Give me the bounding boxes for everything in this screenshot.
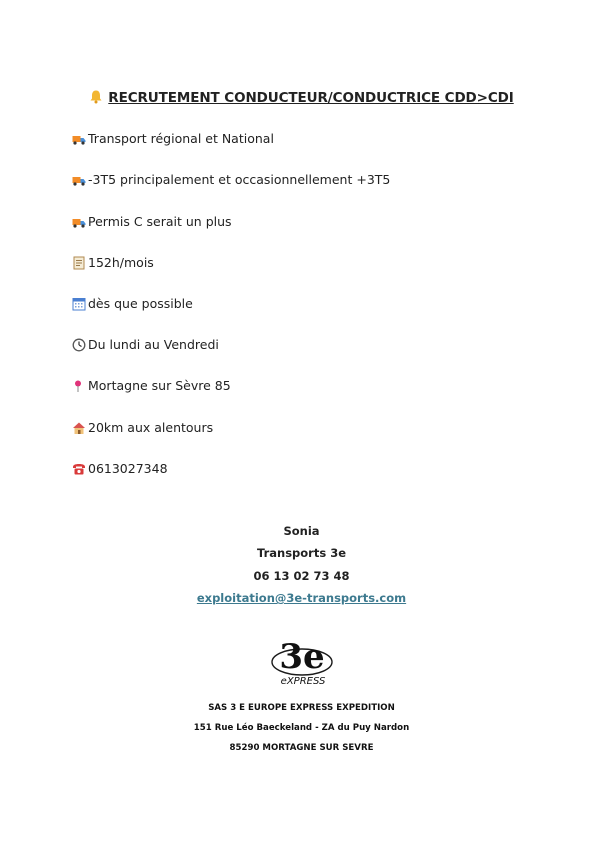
truck-icon xyxy=(72,173,86,187)
logo-main: 3e xyxy=(279,637,325,677)
list-item-text: dès que possible xyxy=(88,296,193,311)
footer-company-name: SAS 3 E EUROPE EXPRESS EXPEDITION xyxy=(208,703,395,713)
list-item-text: 20km aux alentours xyxy=(88,420,214,435)
list-item-text: Du lundi au Vendredi xyxy=(88,337,219,352)
clock-icon xyxy=(72,338,86,352)
calendar-icon xyxy=(72,297,86,311)
list-item-hours xyxy=(72,255,154,271)
bell-icon xyxy=(89,89,103,104)
telephone-icon xyxy=(72,462,86,476)
list-item-phone xyxy=(72,461,168,477)
list-item-text: Permis C serait un plus xyxy=(88,214,232,229)
pushpin-icon xyxy=(72,379,86,393)
list-item-vehicles xyxy=(72,172,390,188)
page-title xyxy=(0,89,603,106)
list-item-license xyxy=(72,214,232,230)
list-item-text: Transport régional et National xyxy=(88,131,274,146)
list-item-text: Mortagne sur Sèvre 85 xyxy=(88,378,231,393)
contact-name: Sonia xyxy=(283,524,320,538)
list-item-text: 0613027348 xyxy=(88,461,168,476)
list-item-start xyxy=(72,296,193,312)
contact-company: Transports 3e xyxy=(257,546,346,560)
house-icon xyxy=(72,421,86,435)
footer-city: 85290 MORTAGNE SUR SEVRE xyxy=(229,743,374,753)
title-text: RECRUTEMENT CONDUCTEUR/CONDUCTRICE CDD>CDI xyxy=(108,90,514,106)
list-item-text: -3T5 principalement et occasionnellement +3T5 xyxy=(88,172,391,187)
contact-email-link[interactable]: exploitation@3e-transports.com xyxy=(196,591,407,605)
list-item-days xyxy=(72,337,219,353)
list-item-transport xyxy=(72,131,274,147)
list-item-text: 152h/mois xyxy=(88,255,154,270)
logo-sub: eXPRESS xyxy=(280,676,326,687)
footer-address: 151 Rue Léo Baeckeland - ZA du Puy Nardon xyxy=(193,723,410,733)
contact-phone: 06 13 02 73 48 xyxy=(253,569,350,583)
memo-icon xyxy=(72,256,86,270)
company-logo xyxy=(262,628,342,690)
truck-icon xyxy=(72,132,86,146)
truck-icon xyxy=(72,215,86,229)
list-item-area xyxy=(72,420,213,436)
list-item-location xyxy=(72,378,231,394)
